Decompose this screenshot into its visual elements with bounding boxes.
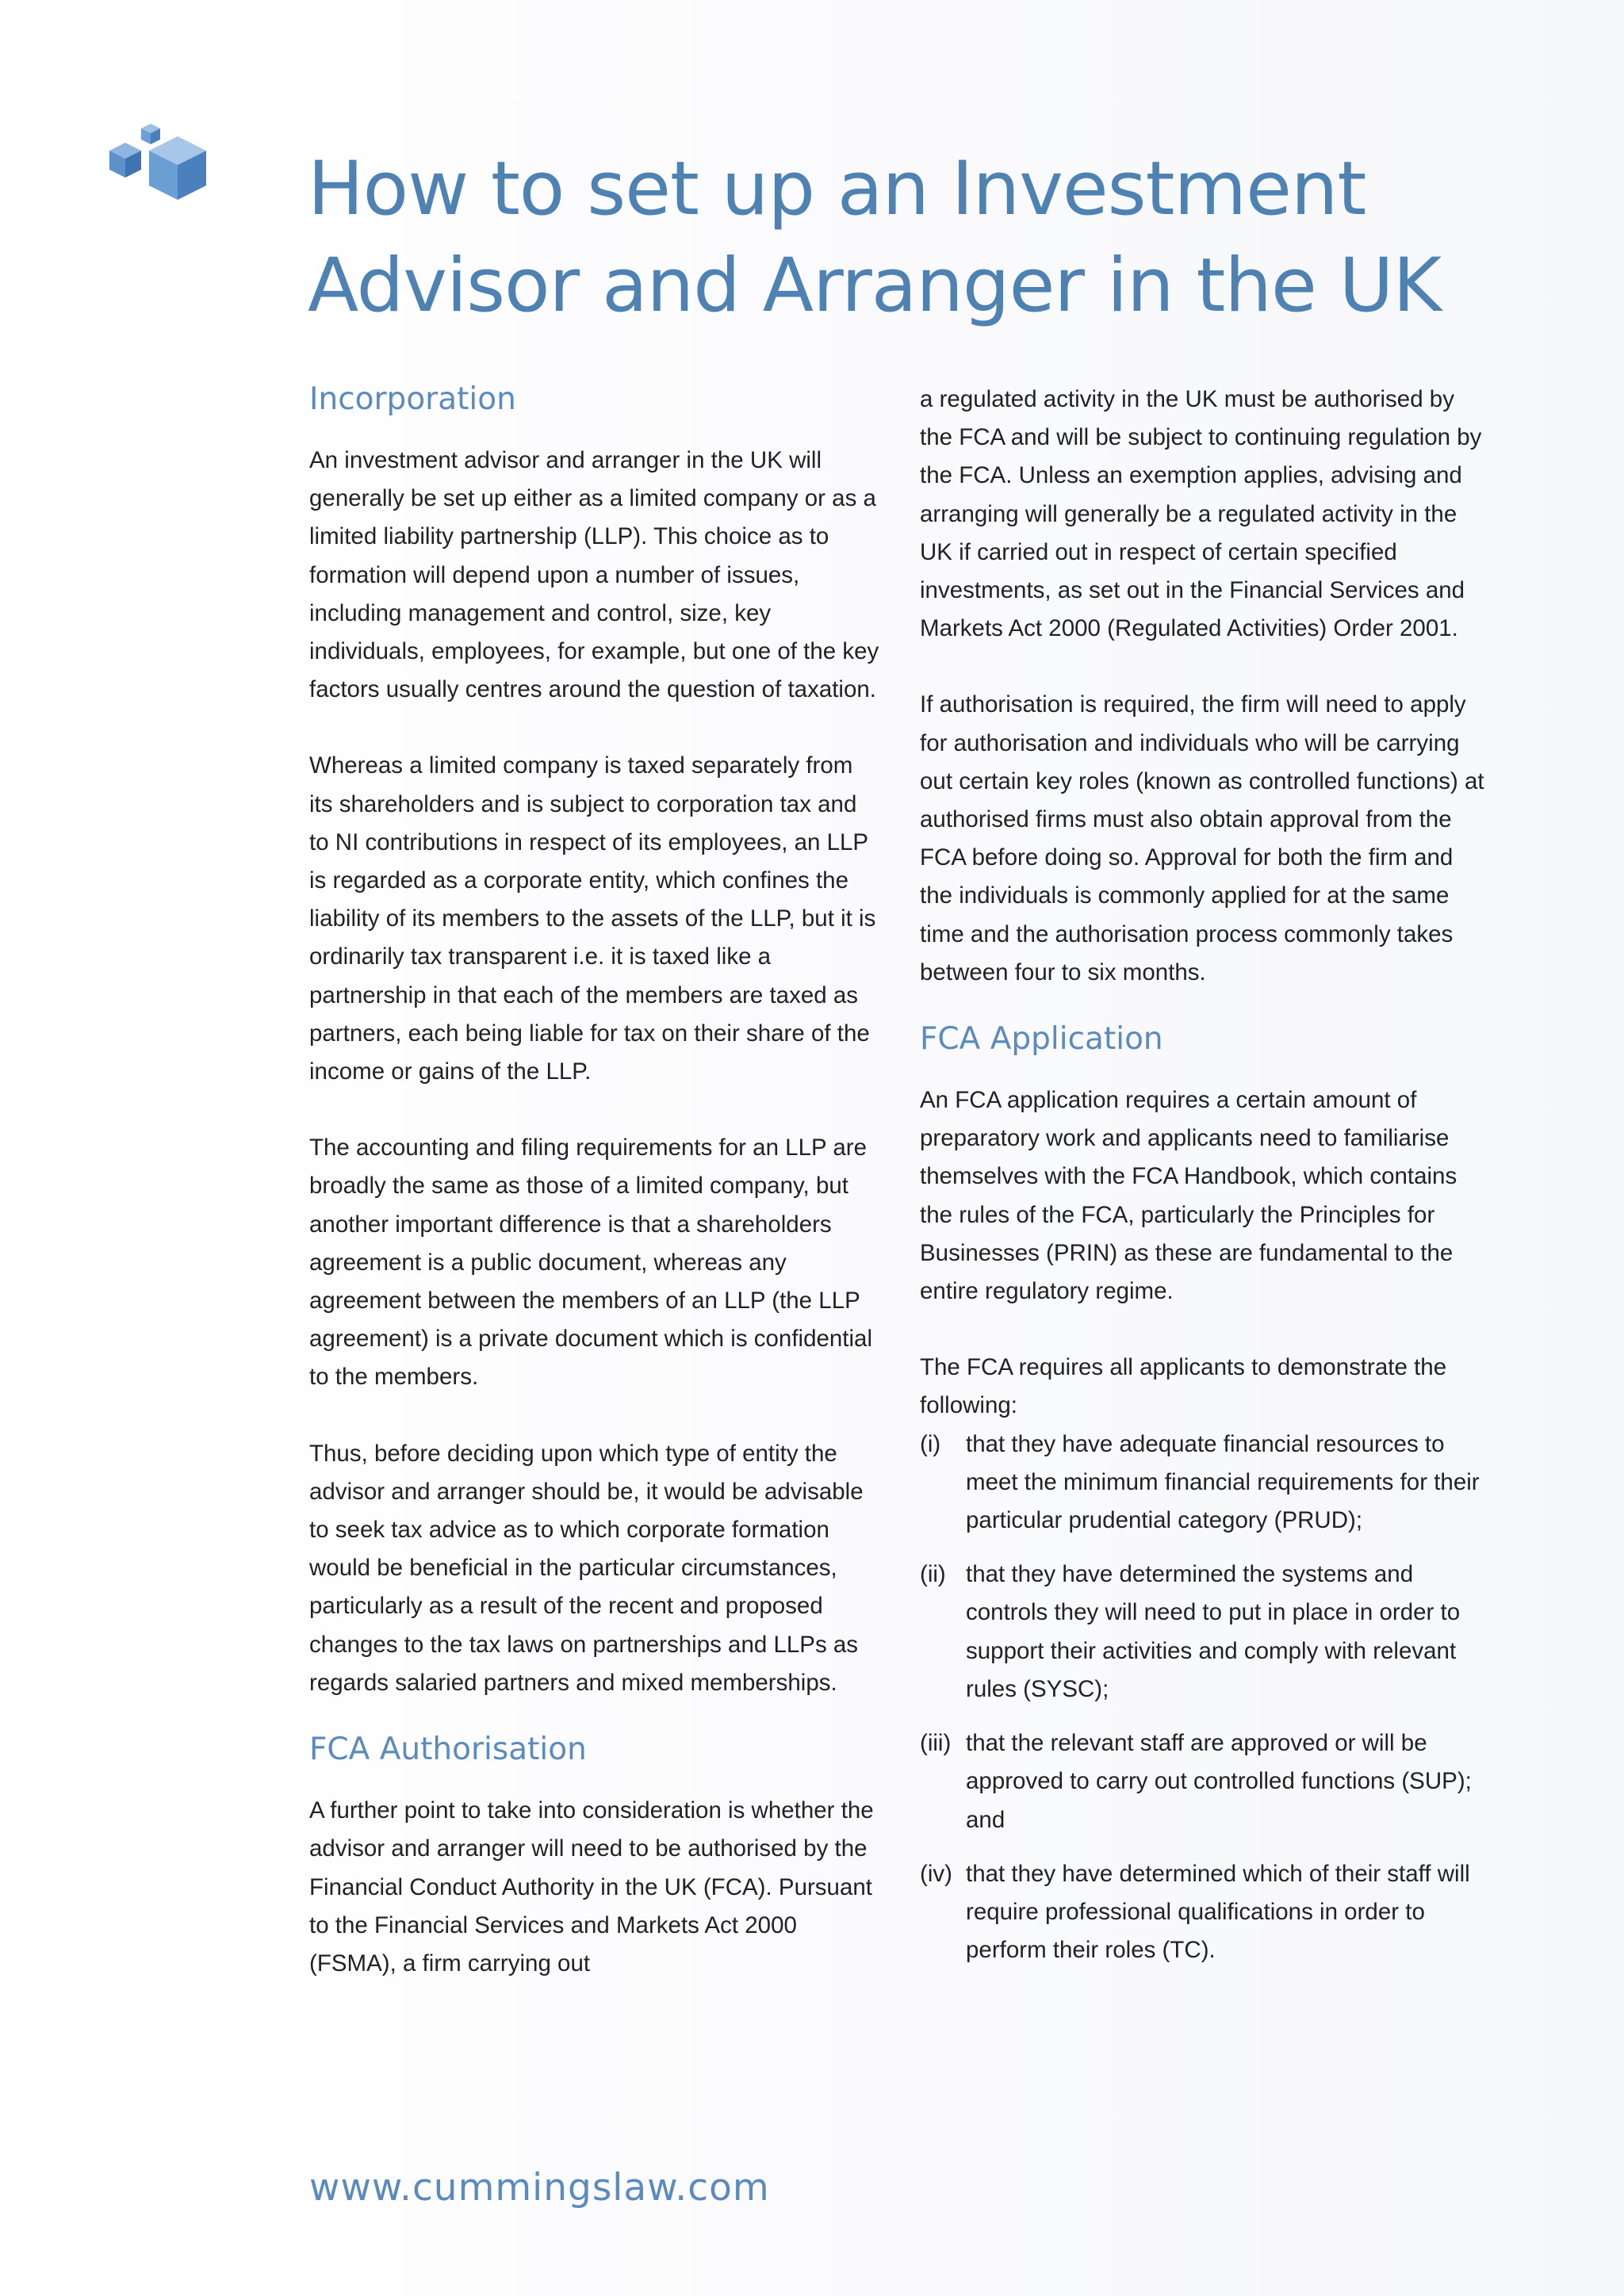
incorporation-paragraph-1: An investment advisor and arranger in the UK will generally be set up either as a limited company or as a limited liability partnership (LLP). This choice as to formation will depend upon a number of issues, including management and control, size, key individuals, employees, for example, but one of the key factors usually centres around the question of taxation. — [309, 447, 879, 703]
small-cube-icon — [141, 124, 160, 144]
list-item-number: (ii) — [920, 1561, 946, 1588]
list-item-text: that they have determined which of their staff will require professional qualifications in order to perform their roles (TC). — [966, 1860, 1470, 1964]
list-item-text: that they have determined the systems and controls they will need to put in place in order to support their activities and comply with relevant rules (SYSC); — [966, 1561, 1461, 1702]
footer-website-link[interactable]: www.cummingslaw.com — [309, 2166, 770, 2210]
list-item — [920, 1556, 1491, 1709]
list-item-number: (iii) — [920, 1730, 952, 1757]
incorporation-paragraph-4: Thus, before deciding upon which type of entity the advisor and arranger should be, it would be advisable to seek tax advice as to which corporate formation would be beneficial in the particular circumstances, particularly as a result of the recent and proposed changes to the tax laws on partnerships and LLPs as regards salaried partners and mixed memberships. — [309, 1440, 864, 1696]
title-line-1: How to set up an Investment — [308, 146, 1366, 232]
list-item — [920, 1724, 1491, 1839]
left-column — [309, 379, 880, 1983]
list-item-number: (iv) — [920, 1860, 952, 1887]
heading-fca-application: FCA Application — [920, 1021, 1163, 1058]
page-title — [308, 141, 1545, 335]
fca-authorisation-paragraph-2: If authorisation is required, the firm will need to apply for authorisation and individuals who will be carrying out certain key roles (known as controlled functions) at authorised firms must also obtain approval from the FCA before doing so. Approval for both the firm and the individuals is commonly applied for at the same time and the authorisation process commonly takes between four to six months. — [920, 691, 1484, 985]
stacked-cubes-logo — [105, 117, 232, 220]
list-item — [920, 1855, 1491, 1970]
medium-cube-icon — [109, 143, 141, 178]
fca-authorisation-paragraph-continued: a regulated activity in the UK must be authorised by the FCA and will be subject to continuing regulation by the FCA. Unless an exemption applies, advising and arranging will generally be a regulated activity in the UK if carried out in respect of certain specified investments, as set out in the Financial Services and Markets Act 2000 (Regulated Activities) Order 2001. — [920, 386, 1482, 642]
list-item-text: that the relevant staff are approved or will be approved to carry out controlled functions (SUP); and — [966, 1730, 1472, 1833]
fca-application-paragraph-1: An FCA application requires a certain amount of preparatory work and applicants need to familiarise themselves with the FCA Handbook, which contains the rules of the FCA, particularly the Principles for Businesses (PRIN) as these are fundamental to the entire regulatory regime. — [920, 1087, 1457, 1305]
list-item — [920, 1425, 1491, 1540]
title-line-2: Advisor and Arranger in the UK — [308, 243, 1442, 329]
fca-authorisation-paragraph-1: A further point to take into consideration is whether the advisor and arranger will need to be authorised by the Financial Conduct Authority in the UK (FCA). Pursuant to the Financial Services and Markets Act 2000 (FSMA), a firm carrying out — [309, 1797, 874, 1976]
incorporation-paragraph-3: The accounting and filing requirements for an LLP are broadly the same as those of a limited company, but another important difference is that a shareholders agreement is a public document, whereas any agreement between the members of an LLP (the LLP agreement) is a private document which is confidential to the members. — [309, 1135, 873, 1391]
fca-application-paragraph-2: The FCA requires all applicants to demonstrate the following: — [920, 1354, 1447, 1419]
incorporation-paragraph-2: Whereas a limited company is taxed separately from its shareholders and is subject to corporation tax and to NI contributions in respect of its employees, an LLP is regarded as a corporate entity, which confines the liability of its members to the assets of the LLP, but it is ordinarily tax transparent i.e. it is taxed like a partnership in that each of the members are taxed as partners, each being liable for tax on their share of the income or gains of the LLP. — [309, 752, 876, 1085]
heading-incorporation: Incorporation — [309, 381, 516, 417]
requirements-list — [920, 1425, 1491, 1970]
large-cube-icon — [149, 136, 206, 200]
right-column — [920, 381, 1491, 1985]
list-item-number: (i) — [920, 1430, 941, 1457]
list-item-text: that they have adequate financial resources to meet the minimum financial requirements for their particular prudential category (PRUD); — [966, 1430, 1480, 1534]
heading-fca-authorisation: FCA Authorisation — [309, 1732, 587, 1768]
